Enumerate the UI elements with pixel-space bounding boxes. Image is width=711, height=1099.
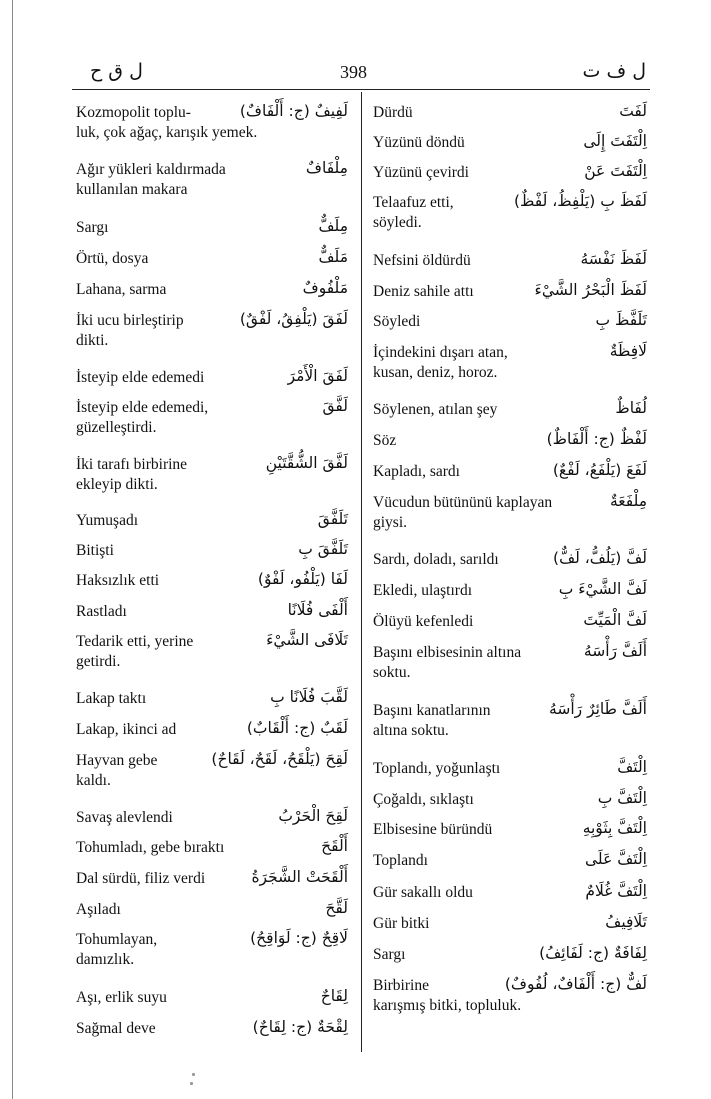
turkish-meaning: Yumuşadı [76,512,138,529]
arabic-headword: مَلْفُوفٌ [302,279,348,297]
turkish-meaning: Lakap, ikinci ad [76,721,177,738]
turkish-meaning: Sağmal deve [76,1020,156,1037]
turkish-meaning: Vücudun bütününü kaplayan [373,494,553,511]
arabic-headword: أَلْفَى فُلَانًا [287,601,348,619]
turkish-meaning: Gür sakallı oldu [373,884,473,901]
turkish-meaning: İsteyip elde edemedi [76,369,205,386]
arabic-headword: اِلْتَفَّ بِ [597,789,647,807]
turkish-meaning: İçindekini dışarı atan, [373,344,508,361]
arabic-headword: لَفَتَ [619,102,647,120]
arabic-headword: لَقَّحَ [325,899,348,917]
turkish-meaning: Deniz sahile attı [373,283,474,300]
arabic-headword: لِقْحَةٌ (ج: لِقَاحٌ) [252,1018,348,1036]
turkish-meaning: Birbirine [373,977,429,994]
arabic-headword: لَقِحَ الْحَرْبُ [278,807,348,825]
header-left-letters: ل ق ح [90,60,143,82]
arabic-headword: اِلْتَفَّ غُلَامٌ [585,882,647,900]
page-number: 398 [340,62,367,82]
continuation-line: söyledi. [373,214,422,231]
arabic-headword: اِلْتَفَتَ إِلَى [583,132,647,150]
arabic-headword: لَفِيفٌ (ج: أَلْفَافٌ) [239,102,348,120]
turkish-meaning: İsteyip elde edemedi, [76,399,209,416]
continuation-line: soktu. [373,664,411,681]
header-right-letters: ل ف ت [582,60,646,82]
continuation-line: karışmış bitki, topluluk. [373,997,522,1014]
arabic-headword: لَفَّقَ [322,397,348,415]
turkish-meaning: Kapladı, sardı [373,463,460,480]
page-edge-line [12,0,13,1099]
turkish-meaning: Haksızlık etti [76,572,160,589]
arabic-headword: أَلَفَّ طَائِرٌ رَأْسَهُ [549,700,647,718]
turkish-meaning: Dal sürdü, filiz verdi [76,870,206,887]
continuation-line: getirdi. [76,653,121,670]
arabic-headword: تَلَفَّقَ [317,510,348,528]
arabic-headword: لَفْظٌ (ج: أَلْفَاظٌ) [546,430,647,448]
arabic-headword: اِلْتَفَّ [617,758,647,776]
continuation-line: dikti. [76,332,109,349]
turkish-meaning: Hayvan gebe [76,752,158,769]
arabic-headword: لَقَبٌ (ج: أَلْقَابٌ) [246,719,348,737]
turkish-meaning: Lakap taktı [76,690,147,707]
ink-speck [190,1082,193,1085]
arabic-headword: لَفَّ الْمَيِّتَ [583,611,647,629]
arabic-headword: لَفَّ (يَلُفُّ، لَفٌّ) [553,549,647,567]
turkish-meaning: Tohumladı, gebe bıraktı [76,839,225,856]
turkish-meaning: Nefsini öldürdü [373,252,471,269]
arabic-headword: تَلَافَى الشَّيْءَ [266,631,348,649]
arabic-headword: لَفٌّ (ج: أَلْفَافٌ، لُفُوفٌ) [504,975,647,993]
turkish-meaning: İki tarafı birbirine [76,456,188,473]
turkish-meaning: Örtü, dosya [76,250,149,267]
arabic-headword: لَفَظَ بِ (يَلْفِظُ، لَفْظٌ) [513,192,647,210]
continuation-line: altına soktu. [373,722,449,739]
turkish-meaning: Başını elbisesinin altına [373,644,522,661]
turkish-meaning: Kozmopolit toplu- [76,104,191,121]
arabic-headword: لَقَّبَ فُلَانًا بِ [270,688,348,706]
arabic-headword: مَلَفٌّ [318,248,348,266]
turkish-meaning: Çoğaldı, sıklaştı [373,791,474,808]
turkish-meaning: İki ucu birleştirip [76,312,184,329]
column-divider [361,92,362,1052]
arabic-headword: لِقَاحٌ [320,987,348,1005]
arabic-headword: لَفَّ الشَّيْءَ بِ [558,580,647,598]
turkish-meaning: Aşı, erlik suyu [76,989,167,1006]
turkish-meaning: Gür bitki [373,915,430,932]
arabic-headword: اِلْتَفَّ بِثَوْبِهِ [582,819,647,837]
arabic-headword: لَفَظَ الْبَحْرُ الشَّيْءَ [534,281,647,299]
continuation-line: kaldı. [76,772,111,789]
page-header [72,58,652,88]
continuation-line: damızlık. [76,951,135,968]
header-rule [72,89,650,90]
turkish-meaning: Savaş alevlendi [76,809,173,826]
turkish-meaning: Yüzünü döndü [373,134,465,151]
turkish-meaning: Sargı [373,946,406,963]
arabic-headword: لَاقِحٌ (ج: لَوَاقِحُ) [250,929,348,947]
arabic-headword: مِلَفٌّ [318,217,348,235]
arabic-headword: أَلْقَحَ [321,837,348,855]
arabic-headword: لَفَعَ (يَلْفَعُ، لَفْعٌ) [552,461,647,479]
arabic-headword: لَفَا (يَلْفُو، لَفْوٌ) [257,570,348,588]
turkish-meaning: Ölüyü kefenledi [373,613,474,630]
arabic-headword: اِلْتَفَّ عَلَى [585,850,647,868]
turkish-meaning: Sardı, doladı, sarıldı [373,551,499,568]
arabic-headword: لُفَاظٌ [615,399,647,417]
arabic-headword: لَفَظَ نَفْسَهُ [580,250,647,268]
continuation-line: kusan, deniz, horoz. [373,364,498,381]
turkish-meaning: Rastladı [76,603,127,620]
continuation-line: kullanılan makara [76,181,188,198]
turkish-meaning: Söyledi [373,313,421,330]
arabic-headword: اِلْتَفَتَ عَنْ [584,162,647,180]
arabic-headword: لَفَّقَ الشُّقَّتَيْنِ [265,454,348,472]
turkish-meaning: Bitişti [76,542,114,559]
arabic-headword: تَلَفَّظَ بِ [595,311,647,329]
turkish-meaning: Tohumlayan, [76,931,158,948]
turkish-meaning: Telaafuz etti, [373,194,454,211]
arabic-headword: لَفَقَ الْأَمْرَ [287,367,348,385]
turkish-meaning: Lahana, sarma [76,281,167,298]
arabic-headword: تَلَافِيفُ [605,913,647,931]
ink-speck [192,1073,195,1076]
continuation-line: giysi. [373,514,408,531]
arabic-headword: تَلَفَّقَ بِ [298,540,348,558]
turkish-meaning: Ağır yükleri kaldırmada [76,161,226,178]
continuation-line: güzelleştirdi. [76,419,157,436]
arabic-headword: مِلْفَافٌ [305,159,348,177]
turkish-meaning: Toplandı [373,852,428,869]
continuation-line: luk, çok ağaç, karışık yemek. [76,124,258,141]
turkish-meaning: Dürdü [373,104,413,121]
arabic-headword: لَفَقَ (يَلْفِقُ، لَفْقٌ) [239,310,348,328]
turkish-meaning: Toplandı, yoğunlaştı [373,760,501,777]
arabic-headword: لِفَافَةٌ (ج: لَفَائِفُ) [539,944,647,962]
arabic-headword: مِلْفَعَةٌ [609,492,647,510]
turkish-meaning: Yüzünü çevirdi [373,164,469,181]
arabic-headword: أَلَفَّ رَأْسَهُ [583,642,647,660]
turkish-meaning: Başını kanatlarının [373,702,491,719]
turkish-meaning: Aşıladı [76,901,121,918]
arabic-headword: لَافِظَةٌ [609,342,647,360]
turkish-meaning: Ekledi, ulaştırdı [373,582,473,599]
turkish-meaning: Söz [373,432,397,449]
turkish-meaning: Elbisesine büründü [373,821,493,838]
continuation-line: ekleyip dikti. [76,476,158,493]
turkish-meaning: Tedarik etti, yerine [76,633,194,650]
turkish-meaning: Sargı [76,219,109,236]
arabic-headword: لَقِحَ (يَلْقَحُ، لَقَحٌ، لَقَاحٌ) [211,750,348,768]
arabic-headword: أَلْقَحَتْ الشَّجَرَةُ [251,868,348,886]
turkish-meaning: Söylenen, atılan şey [373,401,498,418]
